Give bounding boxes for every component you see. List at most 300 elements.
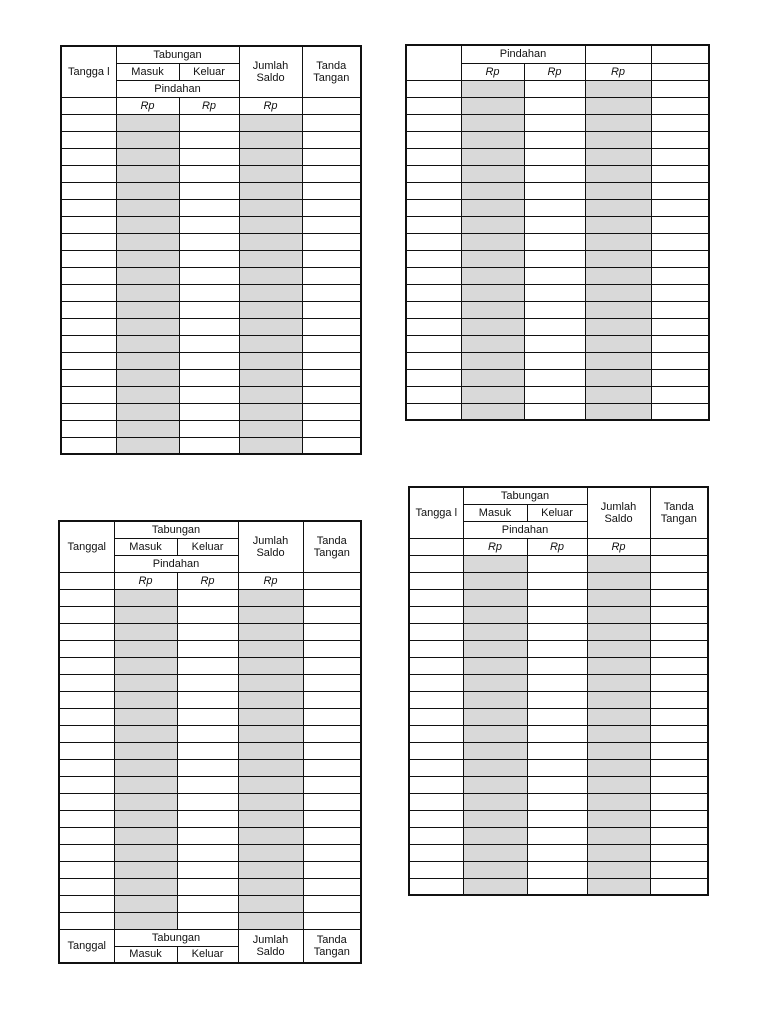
transfer-out-cell[interactable] — [527, 640, 587, 657]
date-cell[interactable] — [409, 555, 463, 572]
transfer-out-cell[interactable] — [177, 674, 238, 691]
transfer-out-cell[interactable] — [524, 199, 585, 216]
balance-cell[interactable] — [238, 827, 303, 844]
balance-cell[interactable] — [587, 657, 650, 674]
balance-cell[interactable] — [585, 352, 651, 369]
transfer-out-cell[interactable] — [179, 250, 239, 267]
transfer-out-cell[interactable] — [177, 912, 238, 929]
transfer-out-cell[interactable] — [524, 114, 585, 131]
transfer-out-cell[interactable] — [527, 776, 587, 793]
signature-cell[interactable] — [651, 352, 709, 369]
date-cell[interactable] — [409, 606, 463, 623]
transfer-in-cell[interactable] — [461, 165, 524, 182]
signature-cell[interactable] — [303, 844, 361, 861]
signature-cell[interactable] — [303, 742, 361, 759]
transfer-out-cell[interactable] — [527, 878, 587, 895]
signature-cell[interactable] — [651, 165, 709, 182]
transfer-out-cell[interactable] — [177, 776, 238, 793]
signature-cell[interactable] — [303, 606, 361, 623]
transfer-in-cell[interactable] — [461, 335, 524, 352]
transfer-out-cell[interactable] — [524, 182, 585, 199]
transfer-out-cell[interactable] — [177, 878, 238, 895]
date-cell[interactable] — [409, 776, 463, 793]
signature-cell[interactable] — [302, 352, 361, 369]
transfer-in-cell[interactable] — [463, 793, 527, 810]
balance-cell[interactable] — [587, 725, 650, 742]
date-cell[interactable] — [406, 250, 461, 267]
balance-cell[interactable] — [238, 776, 303, 793]
signature-cell[interactable] — [650, 810, 708, 827]
transfer-out-cell[interactable] — [524, 318, 585, 335]
date-cell[interactable] — [409, 589, 463, 606]
transfer-in-cell[interactable] — [114, 878, 177, 895]
signature-cell[interactable] — [650, 674, 708, 691]
balance-cell[interactable] — [239, 437, 302, 454]
signature-cell[interactable] — [303, 572, 361, 589]
transfer-in-cell[interactable] — [114, 657, 177, 674]
transfer-out-cell[interactable] — [177, 895, 238, 912]
date-cell[interactable] — [59, 674, 114, 691]
signature-cell[interactable] — [303, 895, 361, 912]
transfer-out-cell[interactable] — [177, 844, 238, 861]
balance-cell[interactable] — [239, 335, 302, 352]
balance-cell[interactable] — [587, 793, 650, 810]
date-cell[interactable] — [59, 895, 114, 912]
balance-cell[interactable] — [587, 555, 650, 572]
transfer-in-cell[interactable] — [463, 674, 527, 691]
balance-cell[interactable] — [585, 267, 651, 284]
balance-cell[interactable] — [587, 674, 650, 691]
balance-cell[interactable] — [239, 420, 302, 437]
transfer-in-cell[interactable] — [114, 759, 177, 776]
date-cell[interactable] — [406, 386, 461, 403]
transfer-in-cell[interactable] — [116, 114, 179, 131]
balance-cell[interactable] — [238, 742, 303, 759]
transfer-in-cell[interactable] — [114, 606, 177, 623]
transfer-out-cell[interactable] — [527, 674, 587, 691]
balance-cell[interactable] — [239, 301, 302, 318]
transfer-out-cell[interactable] — [524, 369, 585, 386]
transfer-in-cell[interactable] — [114, 708, 177, 725]
signature-cell[interactable] — [303, 861, 361, 878]
signature-cell[interactable] — [650, 793, 708, 810]
balance-cell[interactable] — [238, 674, 303, 691]
date-cell[interactable] — [61, 284, 116, 301]
transfer-out-cell[interactable] — [527, 844, 587, 861]
date-cell[interactable] — [59, 640, 114, 657]
transfer-in-cell[interactable] — [461, 97, 524, 114]
signature-cell[interactable] — [303, 657, 361, 674]
transfer-out-cell[interactable] — [179, 216, 239, 233]
date-cell[interactable] — [61, 267, 116, 284]
signature-cell[interactable] — [651, 284, 709, 301]
date-cell[interactable] — [409, 827, 463, 844]
transfer-out-cell[interactable] — [179, 352, 239, 369]
transfer-in-cell[interactable] — [461, 114, 524, 131]
date-cell[interactable] — [409, 623, 463, 640]
transfer-in-cell[interactable] — [116, 165, 179, 182]
balance-cell[interactable] — [239, 148, 302, 165]
balance-cell[interactable] — [587, 606, 650, 623]
signature-cell[interactable] — [303, 589, 361, 606]
signature-cell[interactable] — [650, 878, 708, 895]
transfer-in-cell[interactable] — [463, 810, 527, 827]
signature-cell[interactable] — [650, 589, 708, 606]
balance-cell[interactable] — [238, 861, 303, 878]
transfer-in-cell[interactable] — [114, 912, 177, 929]
transfer-in-cell[interactable] — [463, 606, 527, 623]
transfer-out-cell[interactable] — [527, 861, 587, 878]
date-cell[interactable] — [409, 657, 463, 674]
balance-cell[interactable] — [238, 878, 303, 895]
transfer-in-cell[interactable] — [463, 742, 527, 759]
date-cell[interactable] — [59, 623, 114, 640]
balance-cell[interactable] — [239, 165, 302, 182]
balance-cell[interactable] — [587, 844, 650, 861]
transfer-out-cell[interactable] — [179, 301, 239, 318]
transfer-out-cell[interactable] — [527, 793, 587, 810]
signature-cell[interactable] — [650, 623, 708, 640]
signature-cell[interactable] — [650, 691, 708, 708]
balance-cell[interactable] — [238, 793, 303, 810]
transfer-in-cell[interactable] — [116, 250, 179, 267]
transfer-in-cell[interactable] — [461, 131, 524, 148]
balance-cell[interactable] — [585, 369, 651, 386]
transfer-in-cell[interactable] — [461, 216, 524, 233]
signature-cell[interactable] — [651, 267, 709, 284]
transfer-out-cell[interactable] — [179, 267, 239, 284]
balance-cell[interactable] — [587, 878, 650, 895]
transfer-in-cell[interactable] — [463, 861, 527, 878]
signature-cell[interactable] — [302, 233, 361, 250]
transfer-in-cell[interactable] — [116, 403, 179, 420]
date-cell[interactable] — [59, 759, 114, 776]
date-cell[interactable] — [61, 165, 116, 182]
date-cell[interactable] — [59, 844, 114, 861]
signature-cell[interactable] — [651, 301, 709, 318]
date-cell[interactable] — [61, 420, 116, 437]
date-cell[interactable] — [409, 674, 463, 691]
transfer-in-cell[interactable] — [461, 284, 524, 301]
transfer-in-cell[interactable] — [463, 708, 527, 725]
transfer-out-cell[interactable] — [179, 114, 239, 131]
transfer-out-cell[interactable] — [179, 182, 239, 199]
signature-cell[interactable] — [651, 250, 709, 267]
date-cell[interactable] — [406, 284, 461, 301]
date-cell[interactable] — [61, 199, 116, 216]
signature-cell[interactable] — [302, 335, 361, 352]
date-cell[interactable] — [59, 810, 114, 827]
date-cell[interactable] — [59, 827, 114, 844]
signature-cell[interactable] — [302, 403, 361, 420]
signature-cell[interactable] — [302, 250, 361, 267]
transfer-in-cell[interactable] — [463, 878, 527, 895]
balance-cell[interactable] — [239, 182, 302, 199]
date-cell[interactable] — [409, 538, 463, 555]
balance-cell[interactable] — [239, 233, 302, 250]
transfer-in-cell[interactable] — [116, 148, 179, 165]
date-cell[interactable] — [406, 199, 461, 216]
transfer-out-cell[interactable] — [524, 165, 585, 182]
transfer-out-cell[interactable] — [179, 131, 239, 148]
balance-cell[interactable] — [585, 386, 651, 403]
date-cell[interactable] — [61, 216, 116, 233]
signature-cell[interactable] — [303, 810, 361, 827]
balance-cell[interactable] — [585, 97, 651, 114]
transfer-in-cell[interactable] — [461, 386, 524, 403]
date-cell[interactable] — [61, 403, 116, 420]
signature-cell[interactable] — [651, 114, 709, 131]
balance-cell[interactable] — [238, 759, 303, 776]
signature-cell[interactable] — [650, 708, 708, 725]
signature-cell[interactable] — [651, 335, 709, 352]
balance-cell[interactable] — [585, 233, 651, 250]
balance-cell[interactable] — [587, 691, 650, 708]
transfer-in-cell[interactable] — [461, 148, 524, 165]
transfer-in-cell[interactable] — [116, 267, 179, 284]
date-cell[interactable] — [61, 335, 116, 352]
signature-cell[interactable] — [303, 674, 361, 691]
transfer-out-cell[interactable] — [524, 250, 585, 267]
date-cell[interactable] — [59, 742, 114, 759]
balance-cell[interactable] — [238, 844, 303, 861]
transfer-in-cell[interactable] — [116, 437, 179, 454]
balance-cell[interactable] — [239, 114, 302, 131]
balance-cell[interactable] — [238, 691, 303, 708]
balance-cell[interactable] — [585, 284, 651, 301]
transfer-out-cell[interactable] — [179, 335, 239, 352]
transfer-out-cell[interactable] — [177, 623, 238, 640]
balance-cell[interactable] — [239, 352, 302, 369]
date-cell[interactable] — [406, 216, 461, 233]
date-cell[interactable] — [409, 742, 463, 759]
transfer-out-cell[interactable] — [177, 725, 238, 742]
transfer-out-cell[interactable] — [179, 420, 239, 437]
date-cell[interactable] — [409, 844, 463, 861]
signature-cell[interactable] — [651, 318, 709, 335]
transfer-in-cell[interactable] — [116, 335, 179, 352]
transfer-out-cell[interactable] — [527, 623, 587, 640]
date-cell[interactable] — [409, 810, 463, 827]
transfer-out-cell[interactable] — [524, 148, 585, 165]
transfer-in-cell[interactable] — [461, 233, 524, 250]
balance-cell[interactable] — [239, 216, 302, 233]
signature-cell[interactable] — [302, 148, 361, 165]
transfer-in-cell[interactable] — [116, 182, 179, 199]
date-cell[interactable] — [409, 793, 463, 810]
transfer-in-cell[interactable] — [116, 301, 179, 318]
transfer-in-cell[interactable] — [461, 352, 524, 369]
transfer-in-cell[interactable] — [116, 284, 179, 301]
signature-cell[interactable] — [650, 640, 708, 657]
balance-cell[interactable] — [585, 148, 651, 165]
signature-cell[interactable] — [651, 80, 709, 97]
date-cell[interactable] — [409, 572, 463, 589]
date-cell[interactable] — [406, 114, 461, 131]
transfer-in-cell[interactable] — [461, 403, 524, 420]
transfer-in-cell[interactable] — [116, 216, 179, 233]
signature-cell[interactable] — [302, 301, 361, 318]
signature-cell[interactable] — [650, 725, 708, 742]
date-cell[interactable] — [406, 267, 461, 284]
date-cell[interactable] — [406, 369, 461, 386]
balance-cell[interactable] — [239, 131, 302, 148]
transfer-out-cell[interactable] — [527, 572, 587, 589]
transfer-in-cell[interactable] — [463, 691, 527, 708]
transfer-in-cell[interactable] — [114, 691, 177, 708]
balance-cell[interactable] — [239, 318, 302, 335]
balance-cell[interactable] — [585, 199, 651, 216]
balance-cell[interactable] — [587, 827, 650, 844]
balance-cell[interactable] — [585, 165, 651, 182]
transfer-in-cell[interactable] — [463, 725, 527, 742]
signature-cell[interactable] — [651, 182, 709, 199]
transfer-out-cell[interactable] — [177, 640, 238, 657]
transfer-out-cell[interactable] — [524, 386, 585, 403]
balance-cell[interactable] — [587, 810, 650, 827]
balance-cell[interactable] — [587, 589, 650, 606]
date-cell[interactable] — [61, 114, 116, 131]
signature-cell[interactable] — [302, 420, 361, 437]
balance-cell[interactable] — [239, 250, 302, 267]
signature-cell[interactable] — [650, 555, 708, 572]
signature-cell[interactable] — [303, 776, 361, 793]
transfer-in-cell[interactable] — [114, 674, 177, 691]
transfer-in-cell[interactable] — [461, 318, 524, 335]
signature-cell[interactable] — [303, 912, 361, 929]
date-cell[interactable] — [61, 233, 116, 250]
transfer-out-cell[interactable] — [177, 606, 238, 623]
transfer-in-cell[interactable] — [114, 640, 177, 657]
signature-cell[interactable] — [651, 233, 709, 250]
signature-cell[interactable] — [302, 199, 361, 216]
transfer-in-cell[interactable] — [114, 725, 177, 742]
transfer-out-cell[interactable] — [179, 199, 239, 216]
transfer-out-cell[interactable] — [177, 861, 238, 878]
transfer-out-cell[interactable] — [527, 742, 587, 759]
balance-cell[interactable] — [585, 131, 651, 148]
date-cell[interactable] — [59, 793, 114, 810]
balance-cell[interactable] — [585, 45, 651, 63]
signature-cell[interactable] — [303, 708, 361, 725]
signature-cell[interactable] — [302, 318, 361, 335]
date-cell[interactable] — [406, 335, 461, 352]
date-cell[interactable] — [409, 759, 463, 776]
transfer-in-cell[interactable] — [463, 640, 527, 657]
balance-cell[interactable] — [585, 250, 651, 267]
transfer-out-cell[interactable] — [524, 267, 585, 284]
transfer-out-cell[interactable] — [179, 386, 239, 403]
signature-cell[interactable] — [303, 827, 361, 844]
balance-cell[interactable] — [238, 606, 303, 623]
balance-cell[interactable] — [587, 623, 650, 640]
signature-cell[interactable] — [302, 267, 361, 284]
date-cell[interactable] — [406, 318, 461, 335]
transfer-in-cell[interactable] — [463, 572, 527, 589]
date-cell[interactable] — [61, 97, 116, 114]
transfer-out-cell[interactable] — [179, 148, 239, 165]
transfer-out-cell[interactable] — [177, 827, 238, 844]
transfer-out-cell[interactable] — [179, 165, 239, 182]
transfer-out-cell[interactable] — [527, 708, 587, 725]
signature-cell[interactable] — [302, 165, 361, 182]
signature-cell[interactable] — [651, 97, 709, 114]
transfer-in-cell[interactable] — [116, 386, 179, 403]
date-cell[interactable] — [409, 708, 463, 725]
transfer-in-cell[interactable] — [463, 776, 527, 793]
signature-cell[interactable] — [651, 199, 709, 216]
balance-cell[interactable] — [587, 572, 650, 589]
transfer-in-cell[interactable] — [463, 759, 527, 776]
signature-cell[interactable] — [302, 131, 361, 148]
balance-cell[interactable] — [587, 759, 650, 776]
transfer-out-cell[interactable] — [524, 131, 585, 148]
signature-cell[interactable] — [650, 606, 708, 623]
signature-cell[interactable] — [651, 63, 709, 80]
transfer-out-cell[interactable] — [177, 691, 238, 708]
date-cell[interactable] — [59, 725, 114, 742]
transfer-in-cell[interactable] — [114, 827, 177, 844]
balance-cell[interactable] — [239, 386, 302, 403]
signature-cell[interactable] — [303, 878, 361, 895]
transfer-out-cell[interactable] — [177, 589, 238, 606]
transfer-out-cell[interactable] — [524, 301, 585, 318]
balance-cell[interactable] — [587, 861, 650, 878]
date-cell[interactable] — [61, 437, 116, 454]
transfer-in-cell[interactable] — [461, 267, 524, 284]
transfer-in-cell[interactable] — [463, 623, 527, 640]
signature-cell[interactable] — [650, 776, 708, 793]
date-cell[interactable] — [61, 369, 116, 386]
balance-cell[interactable] — [587, 742, 650, 759]
signature-cell[interactable] — [303, 725, 361, 742]
transfer-out-cell[interactable] — [179, 369, 239, 386]
signature-cell[interactable] — [302, 182, 361, 199]
transfer-in-cell[interactable] — [461, 369, 524, 386]
transfer-in-cell[interactable] — [116, 318, 179, 335]
transfer-out-cell[interactable] — [177, 657, 238, 674]
signature-cell[interactable] — [302, 437, 361, 454]
date-cell[interactable] — [406, 165, 461, 182]
date-cell[interactable] — [59, 572, 114, 589]
balance-cell[interactable] — [585, 301, 651, 318]
balance-cell[interactable] — [238, 708, 303, 725]
balance-cell[interactable] — [238, 895, 303, 912]
transfer-out-cell[interactable] — [524, 216, 585, 233]
date-cell[interactable] — [406, 403, 461, 420]
transfer-in-cell[interactable] — [114, 793, 177, 810]
transfer-in-cell[interactable] — [463, 827, 527, 844]
transfer-out-cell[interactable] — [179, 284, 239, 301]
transfer-in-cell[interactable] — [116, 352, 179, 369]
signature-cell[interactable] — [651, 369, 709, 386]
signature-cell[interactable] — [302, 97, 361, 114]
date-cell[interactable] — [406, 233, 461, 250]
date-cell[interactable] — [61, 250, 116, 267]
date-cell[interactable] — [59, 606, 114, 623]
balance-cell[interactable] — [239, 369, 302, 386]
date-cell[interactable] — [61, 148, 116, 165]
signature-cell[interactable] — [651, 386, 709, 403]
balance-cell[interactable] — [238, 640, 303, 657]
transfer-out-cell[interactable] — [524, 352, 585, 369]
transfer-out-cell[interactable] — [177, 708, 238, 725]
balance-cell[interactable] — [238, 657, 303, 674]
date-cell[interactable] — [406, 148, 461, 165]
transfer-in-cell[interactable] — [114, 742, 177, 759]
transfer-out-cell[interactable] — [524, 335, 585, 352]
balance-cell[interactable] — [585, 335, 651, 352]
